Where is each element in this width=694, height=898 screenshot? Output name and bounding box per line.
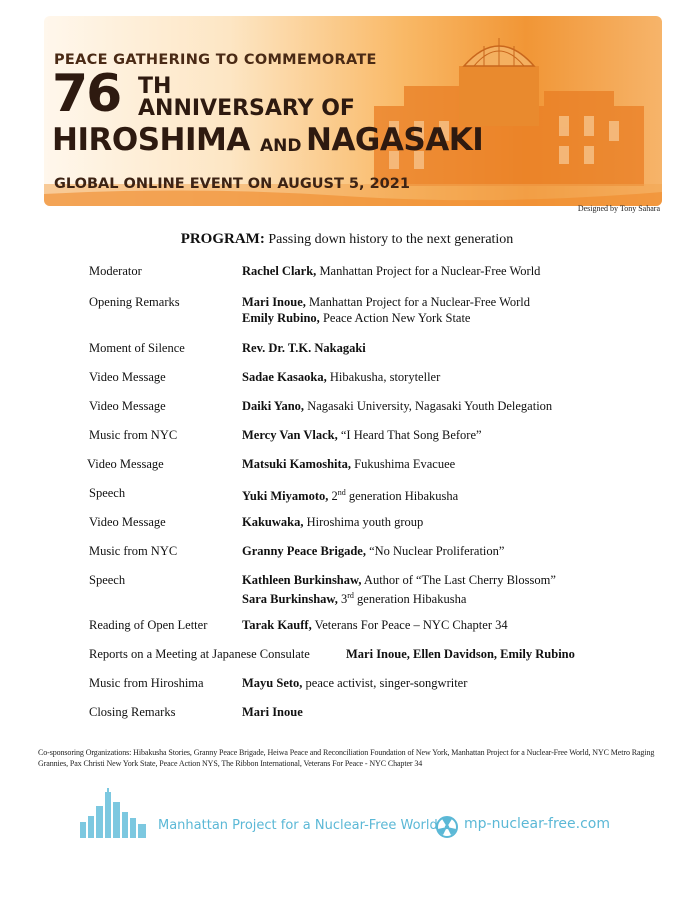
designer-credit: Designed by Tony Sahara <box>577 204 660 213</box>
speaker-affiliation: Veterans For Peace – NYC Chapter 34 <box>314 618 508 632</box>
speaker-name: Kakuwaka, <box>242 515 304 529</box>
speaker-affiliation: 3 <box>341 592 348 607</box>
speaker-affiliation: Hiroshima youth group <box>306 515 424 529</box>
program-label: PROGRAM: <box>180 231 265 247</box>
program-speaker <box>242 572 556 588</box>
speaker-name: Mari Inoue <box>242 705 303 719</box>
program-role: Music from NYC <box>89 544 178 558</box>
program-role: Music from NYC <box>89 428 178 442</box>
city-and: AND <box>260 136 302 156</box>
program-speaker <box>242 485 458 504</box>
speaker-affiliation: Manhattan Project for a Nuclear-Free World <box>309 295 531 309</box>
program-speaker <box>242 310 470 326</box>
program-role: Moderator <box>89 264 142 278</box>
anniversary-suffix: TH <box>138 74 172 99</box>
anniversary-number: 76 <box>52 64 121 124</box>
event-date: GLOBAL ONLINE EVENT ON AUGUST 5, 2021 <box>54 176 410 192</box>
ordinal-suffix: nd <box>337 488 346 497</box>
speaker-affiliation: Hibakusha, storyteller <box>329 370 441 384</box>
speaker-name: Matsuki Kamoshita, <box>242 457 352 471</box>
program-role: Reports on a Meeting at Japanese Consulate <box>89 647 310 661</box>
program-speaker <box>242 588 466 607</box>
program-speaker <box>242 617 508 633</box>
program-role: Closing Remarks <box>89 705 176 719</box>
speaker-name: Granny Peace Brigade, <box>242 544 366 558</box>
speaker-affiliation: Author of “The Last Cherry Blossom” <box>363 573 556 587</box>
program-speaker <box>242 427 482 443</box>
footer <box>78 788 638 840</box>
program-speaker <box>242 543 504 559</box>
program-speaker <box>242 456 455 472</box>
speaker-name: Tarak Kauff, <box>242 618 312 632</box>
speaker-name: Yuki Miyamoto, <box>242 489 329 504</box>
speaker-name: Rev. Dr. T.K. Nakagaki <box>242 341 366 355</box>
speaker-affiliation: Manhattan Project for a Nuclear-Free World <box>319 264 541 278</box>
ordinal-suffix: rd <box>347 591 354 600</box>
speaker-affiliation: Nagasaki University, Nagasaki Youth Delegation <box>307 399 553 413</box>
speaker-affiliation: Fukushima Evacuee <box>354 457 456 471</box>
banner-subtitle: PEACE GATHERING TO COMMEMORATE <box>54 52 377 68</box>
footer-url[interactable]: mp-nuclear-free.com <box>464 816 610 832</box>
program-role: Music from Hiroshima <box>89 676 204 690</box>
cosponsors-text: Co-sponsoring Organizations: Hibakusha Stories, Granny Peace Brigade, Heiwa Peace and Reconciliation Foundation of New York, Manhattan Project for a Nuclear-Free World, NYC Metro Raging Grannies, Pax Christi New York State, Peace Action NYS, The Ribbon International, Veterans For Peace - NYC Chapter 34 <box>38 748 655 768</box>
program-speaker <box>242 398 552 414</box>
speaker-name: Mercy Van Vlack, <box>242 428 338 442</box>
radiation-icon <box>436 816 458 838</box>
speaker-affiliation-rest: generation Hibakusha <box>353 592 467 607</box>
program-role: Speech <box>89 573 126 587</box>
event-banner <box>44 16 662 206</box>
speaker-name: Daiki Yano, <box>242 399 305 413</box>
speaker-affiliation: Peace Action New York State <box>322 311 471 325</box>
program-speaker <box>242 263 540 279</box>
speaker-name: Mari Inoue, <box>242 295 306 309</box>
program-speaker <box>242 514 423 530</box>
program-role: Video Message <box>89 399 166 413</box>
program-subtitle: Passing down history to the next generation <box>268 232 514 247</box>
program-speaker <box>242 369 440 385</box>
city-hiroshima: HIROSHIMA <box>52 122 250 158</box>
program-speaker <box>346 646 575 662</box>
speaker-affiliation-rest: generation Hibakusha <box>345 489 459 504</box>
program-role: Video Message <box>89 370 166 384</box>
city-nagasaki: NAGASAKI <box>306 122 484 158</box>
program-role: Moment of Silence <box>89 341 185 355</box>
speaker-name: Emily Rubino, <box>242 311 320 325</box>
program-role: Video Message <box>87 457 164 471</box>
speaker-name: Mayu Seto, <box>242 676 303 690</box>
program-speaker <box>242 294 530 310</box>
program-role: Video Message <box>89 515 166 529</box>
program-role: Opening Remarks <box>89 295 180 309</box>
program-speaker <box>242 340 366 356</box>
program-role: Speech <box>89 486 126 500</box>
program-role: Reading of Open Letter <box>89 618 208 632</box>
speaker-affiliation: “I Heard That Song Before” <box>340 428 482 442</box>
skyline-logo-icon <box>78 788 150 840</box>
program-heading <box>0 231 694 248</box>
speaker-name: Sara Burkinshaw, <box>242 592 338 607</box>
speaker-name: Sadae Kasaoka, <box>242 370 327 384</box>
footer-org-name: Manhattan Project for a Nuclear-Free World <box>158 818 438 833</box>
speaker-affiliation: “No Nuclear Proliferation” <box>369 544 505 558</box>
speaker-affiliation: peace activist, singer-songwriter <box>305 676 468 690</box>
speaker-name: Mari Inoue, Ellen Davidson, Emily Rubino <box>346 647 575 661</box>
speaker-name: Kathleen Burkinshaw, <box>242 573 362 587</box>
speaker-affiliation: 2 <box>331 489 338 504</box>
program-speaker <box>242 704 303 720</box>
speaker-name: Rachel Clark, <box>242 264 317 278</box>
program-speaker <box>242 675 467 691</box>
anniversary-text: ANNIVERSARY OF <box>138 96 355 121</box>
